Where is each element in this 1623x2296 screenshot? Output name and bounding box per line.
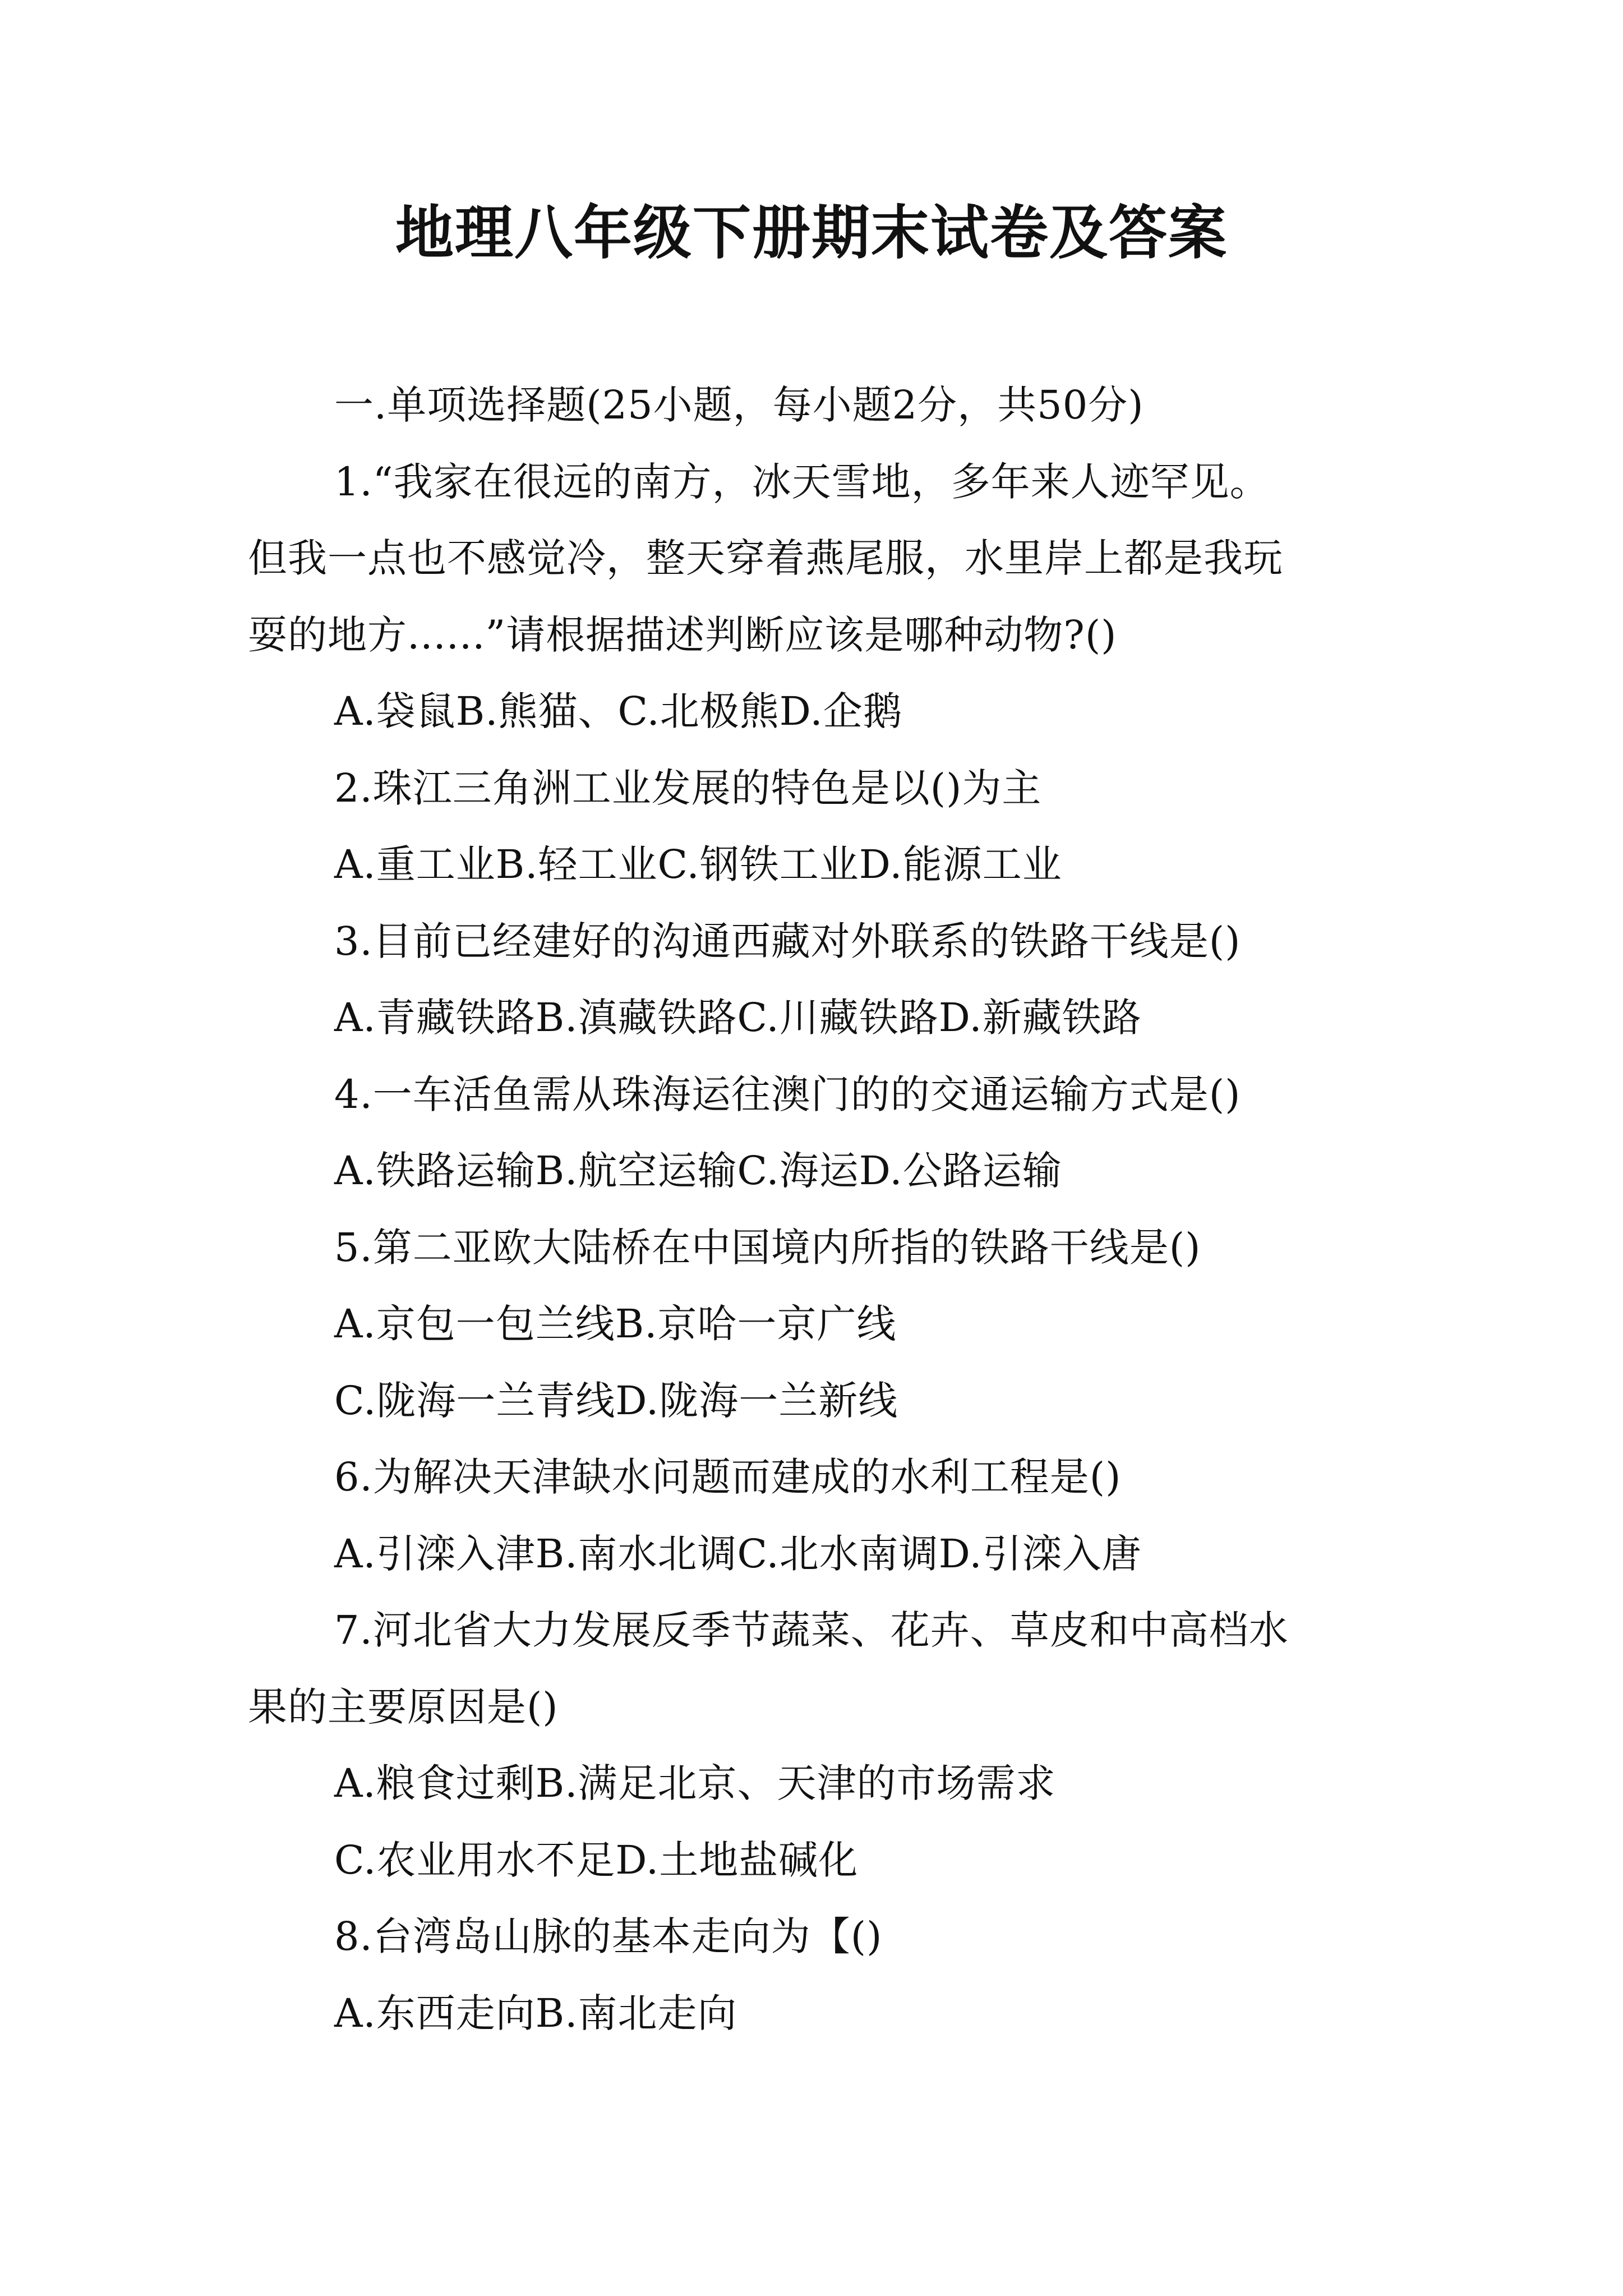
text-line: A.引滦入津B.南水北调C.北水南调D.引滦入唐 [334, 1530, 1142, 1577]
text-line: 4.一车活鱼需从珠海运往澳门的的交通运输方式是() [334, 1071, 1241, 1117]
text-line: A.京包一包兰线B.京哈一京广线 [334, 1301, 897, 1347]
text-line: 8.台湾岛山脉的基本走向为【() [334, 1913, 883, 1959]
text-line: 果的主要原因是() [248, 1683, 559, 1730]
text-line: 2.珠江三角洲工业发展的特色是以()为主 [334, 765, 1042, 811]
text-line: 1.“我家在很远的南方，冰天雪地，多年来人迹罕见。 [334, 458, 1270, 505]
text-line: 但我一点也不感觉冷，整天穿着燕尾服，水里岸上都是我玩 [248, 535, 1283, 581]
text-line: 3.目前已经建好的沟通西藏对外联系的铁路干线是() [334, 918, 1241, 964]
text-line: A.青藏铁路B.滇藏铁路C.川藏铁路D.新藏铁路 [334, 995, 1142, 1041]
text-line: C.陇海一兰青线D.陇海一兰新线 [334, 1377, 898, 1424]
text-line: 耍的地方......”请根据描述判断应该是哪种动物?() [248, 611, 1117, 658]
text-line: 7.河北省大力发展反季节蔬菜、花卉、草皮和中高档水 [334, 1607, 1289, 1653]
text-line: C.农业用水不足D.土地盐碱化 [334, 1837, 859, 1883]
text-line: A.重工业B.轻工业C.钢铁工业D.能源工业 [334, 841, 1062, 887]
text-line: 5.第二亚欧大陆桥在中国境内所指的铁路干线是() [334, 1224, 1201, 1271]
document-body [248, 367, 1442, 2051]
text-line: A.铁路运输B.航空运输C.海运D.公路运输 [334, 1148, 1062, 1194]
text-line: 6.为解决天津缺水问题而建成的水利工程是() [334, 1454, 1122, 1500]
text-line: A.粮食过剩B.满足北京、天津的市场需求 [334, 1760, 1056, 1806]
text-line: 一.单项选择题(25小题，每小题2分，共50分) [334, 382, 1144, 428]
document-title: 地理八年级下册期末试卷及答案 [395, 199, 1228, 267]
text-line: A.东西走向B.南北走向 [334, 1990, 737, 2036]
text-line: A.袋鼠B.熊猫、C.北极熊D.企鹅 [334, 688, 903, 734]
